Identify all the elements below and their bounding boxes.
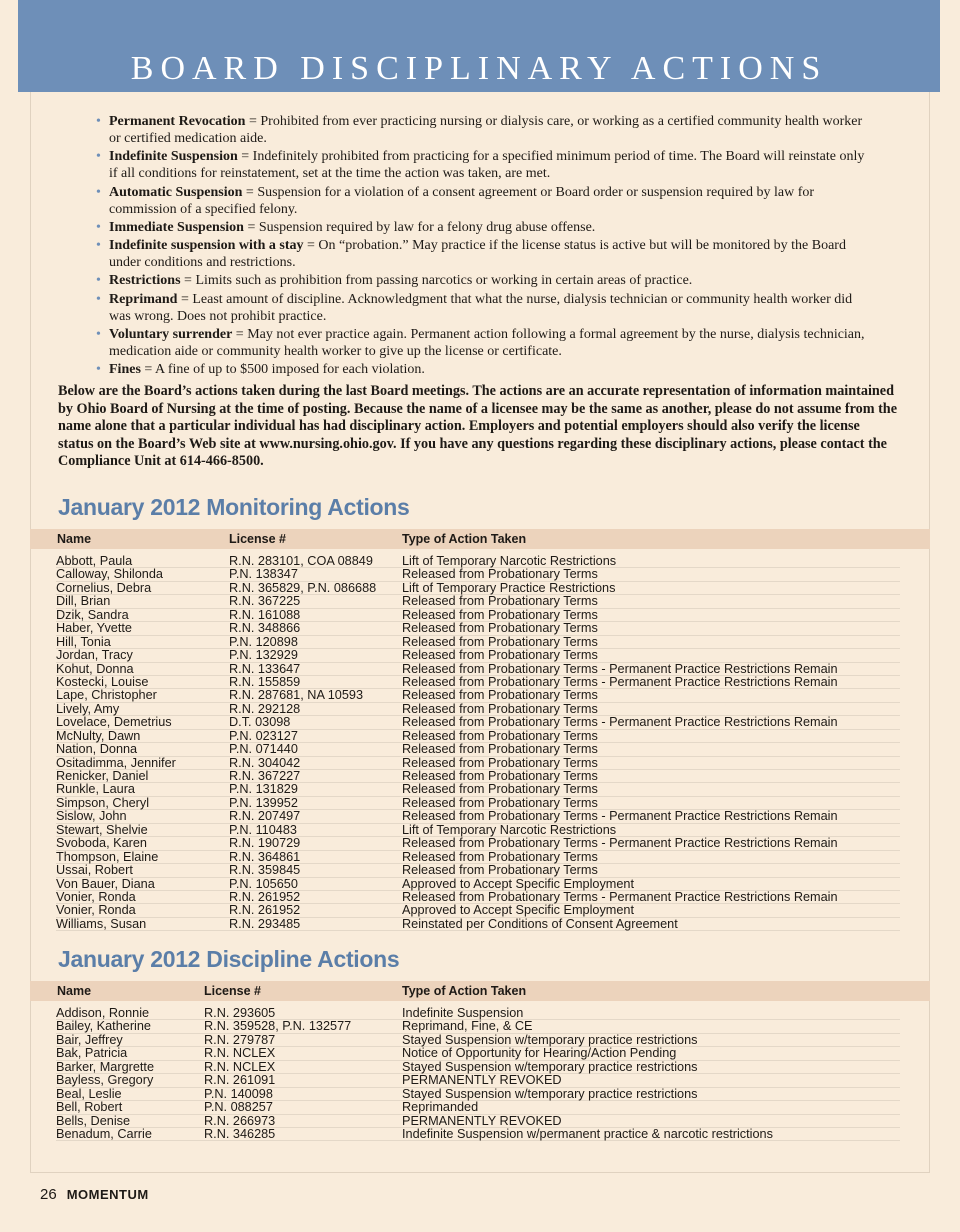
row-action: Released from Probationary Terms [402, 648, 598, 663]
row-license: P.N. 088257 [204, 1100, 273, 1115]
definition-text: = Suspension required by law for a felony drug abuse offense. [243, 219, 596, 235]
definition-term: Reprimand [109, 291, 178, 307]
row-action: Released from Probationary Terms - Permanent Practice Restrictions Remain [402, 674, 838, 689]
row-license: P.N. 131829 [229, 782, 298, 797]
row-name: Lape, Christopher [56, 688, 157, 703]
table-row [56, 810, 900, 823]
table-row [56, 689, 900, 702]
definition-term: Restrictions [109, 273, 181, 289]
row-name: Benadum, Carrie [56, 1126, 152, 1141]
row-license: R.N. 365829, P.N. 086688 [229, 580, 377, 595]
row-name: Bair, Jeffrey [56, 1032, 123, 1047]
row-name: Renicker, Daniel [56, 769, 149, 783]
row-name: Bailey, Katherine [56, 1019, 151, 1034]
row-name: Bayless, Gregory [56, 1073, 154, 1088]
row-name: Bell, Robert [56, 1100, 123, 1115]
row-name: Simpson, Cheryl [56, 795, 150, 810]
row-action: Released from Probationary Terms [402, 742, 598, 757]
bullet-icon: • [96, 291, 101, 307]
discipline-title: January 2012 Discipline Actions [58, 946, 400, 972]
definition-term: Automatic Suspension [109, 184, 243, 200]
table-row [56, 1115, 900, 1128]
row-action: Released from Probationary Terms [402, 782, 598, 797]
bullet-icon: • [96, 362, 101, 378]
definition-item [96, 148, 866, 182]
row-action: Approved to Accept Specific Employment [402, 903, 635, 918]
table-row [56, 730, 900, 743]
row-name: Kohut, Donna [56, 661, 134, 676]
row-license: R.N. NCLEX [204, 1059, 276, 1074]
definition-item [96, 361, 866, 378]
definition-item [96, 291, 866, 325]
bullet-icon: • [96, 238, 101, 254]
row-name: Nation, Donna [56, 742, 138, 757]
table-row [56, 770, 900, 783]
table-row [56, 904, 900, 917]
row-name: Beal, Leslie [56, 1086, 122, 1101]
table-row [56, 703, 900, 716]
definitions-list [96, 113, 866, 380]
page-banner: BOARD DISCIPLINARY ACTIONS [18, 0, 940, 92]
row-action: Released from Probationary Terms - Permanent Practice Restrictions Remain [402, 889, 838, 904]
definition-term: Voluntary surrender [109, 327, 233, 343]
table-row [56, 595, 900, 608]
monitoring-table-body [56, 555, 900, 931]
row-license: R.N. 287681, NA 10593 [229, 688, 364, 703]
table-row [56, 716, 900, 729]
row-action: Released from Probationary Terms [402, 567, 598, 582]
row-action: Released from Probationary Terms [402, 594, 598, 609]
row-license: R.N. 283101, COA 08849 [229, 554, 373, 568]
definition-term: Indefinite suspension with a stay [109, 238, 304, 254]
bullet-icon: • [96, 219, 101, 235]
table-row [56, 1020, 900, 1033]
row-name: Addison, Ronnie [56, 1006, 150, 1020]
row-name: Vonier, Ronda [56, 889, 136, 904]
row-license: R.N. 261952 [229, 903, 301, 918]
bullet-icon: • [96, 184, 101, 200]
row-license: P.N. 023127 [229, 728, 298, 743]
row-action: Released from Probationary Terms - Permanent Practice Restrictions Remain [402, 836, 838, 851]
table-row [56, 1101, 900, 1114]
row-action: Released from Probationary Terms [402, 795, 598, 810]
row-license: R.N. 348866 [229, 621, 301, 636]
row-action: Stayed Suspension w/temporary practice restrictions [402, 1086, 698, 1101]
table-row [56, 824, 900, 837]
table-row [56, 636, 900, 649]
table-row [56, 864, 900, 877]
row-name: Sislow, John [56, 809, 127, 824]
row-name: Thompson, Elaine [56, 849, 159, 864]
row-license: P.N. 110483 [229, 822, 297, 837]
row-name: Calloway, Shilonda [56, 567, 163, 582]
table-row [56, 582, 900, 595]
row-license: P.N. 105650 [229, 876, 298, 891]
row-action: PERMANENTLY REVOKED [402, 1073, 562, 1088]
row-license: P.N. 138347 [229, 567, 298, 582]
row-action: Reprimand, Fine, & CE [402, 1019, 533, 1034]
row-license: R.N. 304042 [229, 755, 301, 770]
row-action: Approved to Accept Specific Employment [402, 876, 635, 891]
row-action: PERMANENTLY REVOKED [402, 1113, 562, 1128]
row-name: Stewart, Shelvie [56, 822, 148, 837]
definition-item [96, 219, 866, 236]
page-footer [40, 1186, 149, 1203]
row-action: Released from Probationary Terms [402, 607, 598, 622]
table-row [56, 1007, 900, 1020]
table-row [56, 757, 900, 770]
definition-item [96, 326, 866, 360]
row-license: R.N. 190729 [229, 836, 301, 851]
row-name: Dill, Brian [56, 594, 111, 609]
row-license: R.N. 293485 [229, 916, 301, 931]
monitoring-title: January 2012 Monitoring Actions [58, 494, 410, 520]
row-license: R.N. 155859 [229, 674, 301, 689]
row-name: Barker, Margrette [56, 1059, 155, 1074]
definition-text: = On “probation.” May practice if the license status is active but will be monitored by the Board under conditions and restrictions. [109, 238, 846, 271]
row-action: Released from Probationary Terms [402, 728, 598, 743]
row-name: Williams, Susan [56, 916, 147, 931]
row-license: R.N. 133647 [229, 661, 301, 676]
row-action: Lift of Temporary Narcotic Restrictions [402, 554, 617, 568]
table-row [56, 568, 900, 581]
definition-item [96, 184, 866, 218]
row-action: Indefinite Suspension [402, 1006, 524, 1020]
row-license: R.N. 293605 [204, 1006, 276, 1020]
table-row [56, 837, 900, 850]
row-license: R.N. NCLEX [204, 1046, 276, 1061]
table-row [56, 1061, 900, 1074]
row-action: Released from Probationary Terms - Permanent Practice Restrictions Remain [402, 809, 838, 824]
row-action: Reinstated per Conditions of Consent Agreement [402, 916, 678, 931]
header-license: License # [229, 532, 286, 546]
row-name: Runkle, Laura [56, 782, 135, 797]
definition-term: Immediate Suspension [109, 219, 244, 235]
table-row [56, 1074, 900, 1087]
definition-text: = Limits such as prohibition from passing narcotics or working in certain areas of practice. [180, 273, 693, 289]
row-license: P.N. 140098 [204, 1086, 273, 1101]
row-name: Ositadimma, Jennifer [56, 755, 176, 770]
definition-text: = A fine of up to $500 imposed for each violation. [140, 362, 425, 378]
row-action: Released from Probationary Terms [402, 863, 598, 878]
monitoring-table-header [30, 529, 930, 549]
definition-text: = Least amount of discipline. Acknowledgment that what the nurse, dialysis technician or community health worker did was wrong. Does not prohibit practice. [109, 291, 853, 324]
definition-item [96, 237, 866, 271]
definition-term: Permanent Revocation [109, 114, 246, 129]
row-name: Lively, Amy [56, 701, 120, 716]
row-action: Released from Probationary Terms - Permanent Practice Restrictions Remain [402, 715, 838, 730]
row-action: Lift of Temporary Practice Restrictions [402, 580, 616, 595]
row-name: Bak, Patricia [56, 1046, 128, 1061]
bullet-icon: • [96, 327, 101, 343]
discipline-table-body [56, 1007, 900, 1141]
row-license: R.N. 367225 [229, 594, 301, 609]
row-action: Notice of Opportunity for Hearing/Action Pending [402, 1046, 677, 1061]
row-action: Lift of Temporary Narcotic Restrictions [402, 822, 617, 837]
row-name: Abbott, Paula [56, 554, 133, 568]
notice-paragraph: Below are the Board’s actions taken during the last Board meetings. The actions are an accurate representation of information maintained by Ohio Board of Nursing at the time of posting. Because the name of a licensee may be the same as another, please do not assume from the name alone that a particular individual has had disciplinary action. Employers and potential employers should also verify the license status on the Board’s Web site at www.nursing.ohio.gov. If you have any questions regarding these disciplinary actions, please contact the Compliance Unit at 614-466-8500. [58, 383, 897, 470]
table-row [56, 676, 900, 689]
table-row [56, 783, 900, 796]
row-license: P.N. 071440 [229, 742, 298, 757]
row-license: R.N. 367227 [229, 769, 301, 783]
header-name: Name [57, 984, 92, 998]
table-row [56, 649, 900, 662]
table-row [56, 609, 900, 622]
header-action: Type of Action Taken [402, 532, 527, 546]
row-action: Stayed Suspension w/temporary practice restrictions [402, 1059, 698, 1074]
table-row [56, 878, 900, 891]
row-action: Released from Probationary Terms [402, 769, 598, 783]
bullet-icon: • [96, 273, 101, 289]
row-action: Released from Probationary Terms - Permanent Practice Restrictions Remain [402, 661, 838, 676]
definition-text: = Indefinitely prohibited from practicing for a specified minimum period of time. The Board will reinstate only if all conditions for reinstatement, set at the time the action was taken, are met. [109, 149, 865, 182]
row-license: R.N. 261091 [204, 1073, 276, 1088]
row-license: P.N. 120898 [229, 634, 298, 649]
row-license: D.T. 03098 [229, 715, 291, 730]
header-license: License # [204, 984, 261, 998]
table-row [56, 797, 900, 810]
row-action: Released from Probationary Terms [402, 755, 598, 770]
table-row [56, 851, 900, 864]
table-row [56, 743, 900, 756]
row-action: Released from Probationary Terms [402, 849, 598, 864]
row-license: R.N. 261952 [229, 889, 301, 904]
definition-text: = Prohibited from ever practicing nursing or dialysis care, or working as a certified community health worker or certified medication aide. [109, 114, 863, 146]
row-action: Released from Probationary Terms [402, 621, 598, 636]
row-name: McNulty, Dawn [56, 728, 141, 743]
row-name: Hill, Tonia [56, 634, 111, 649]
row-license: R.N. 266973 [204, 1113, 276, 1128]
table-row [56, 918, 900, 931]
row-license: R.N. 292128 [229, 701, 301, 716]
table-row [56, 891, 900, 904]
header-name: Name [57, 532, 92, 546]
row-name: Ussai, Robert [56, 863, 133, 878]
row-name: Lovelace, Demetrius [56, 715, 172, 730]
row-license: R.N. 364861 [229, 849, 301, 864]
row-license: R.N. 359528, P.N. 132577 [204, 1019, 352, 1034]
discipline-table-header [30, 981, 930, 1001]
table-row [56, 1034, 900, 1047]
row-action: Reprimanded [402, 1100, 479, 1115]
row-action: Released from Probationary Terms [402, 634, 598, 649]
table-row [56, 1088, 900, 1101]
row-license: R.N. 346285 [204, 1126, 276, 1141]
definition-text: = Suspension for a violation of a consent agreement or Board order or suspension required by law for commission of a specified felony. [109, 184, 815, 217]
table-row [56, 555, 900, 568]
row-license: P.N. 132929 [229, 648, 298, 663]
row-name: Kostecki, Louise [56, 674, 149, 689]
header-action: Type of Action Taken [402, 984, 527, 998]
row-license: R.N. 279787 [204, 1032, 276, 1047]
row-action: Released from Probationary Terms [402, 701, 598, 716]
table-row [56, 663, 900, 676]
row-action: Indefinite Suspension w/permanent practice & narcotic restrictions [402, 1126, 773, 1141]
row-name: Von Bauer, Diana [56, 876, 155, 891]
definition-item [96, 113, 866, 147]
bullet-icon: • [96, 114, 101, 129]
row-name: Dzik, Sandra [56, 607, 129, 622]
table-row [56, 1128, 900, 1141]
table-row [56, 1047, 900, 1060]
row-license: P.N. 139952 [229, 795, 298, 810]
row-license: R.N. 161088 [229, 607, 301, 622]
row-license: R.N. 207497 [229, 809, 301, 824]
row-name: Cornelius, Debra [56, 580, 152, 595]
row-license: R.N. 359845 [229, 863, 301, 878]
row-name: Svoboda, Karen [56, 836, 147, 851]
row-name: Haber, Yvette [56, 621, 132, 636]
table-row [56, 622, 900, 635]
row-name: Bells, Denise [56, 1113, 131, 1128]
row-name: Jordan, Tracy [56, 648, 133, 663]
definition-text: = May not ever practice again. Permanent action following a formal agreement by the nurse, dialysis technician, medication aide or community health worker to give up the license or certificate. [109, 327, 865, 360]
row-name: Vonier, Ronda [56, 903, 136, 918]
page-number: 26 [40, 1186, 57, 1203]
definition-item [96, 272, 866, 289]
definition-term: Indefinite Suspension [109, 149, 238, 165]
bullet-icon: • [96, 149, 101, 165]
row-action: Released from Probationary Terms [402, 688, 598, 703]
row-action: Stayed Suspension w/temporary practice restrictions [402, 1032, 698, 1047]
magazine-name: MOMENTUM [66, 1187, 149, 1202]
definition-term: Fines [109, 362, 141, 378]
